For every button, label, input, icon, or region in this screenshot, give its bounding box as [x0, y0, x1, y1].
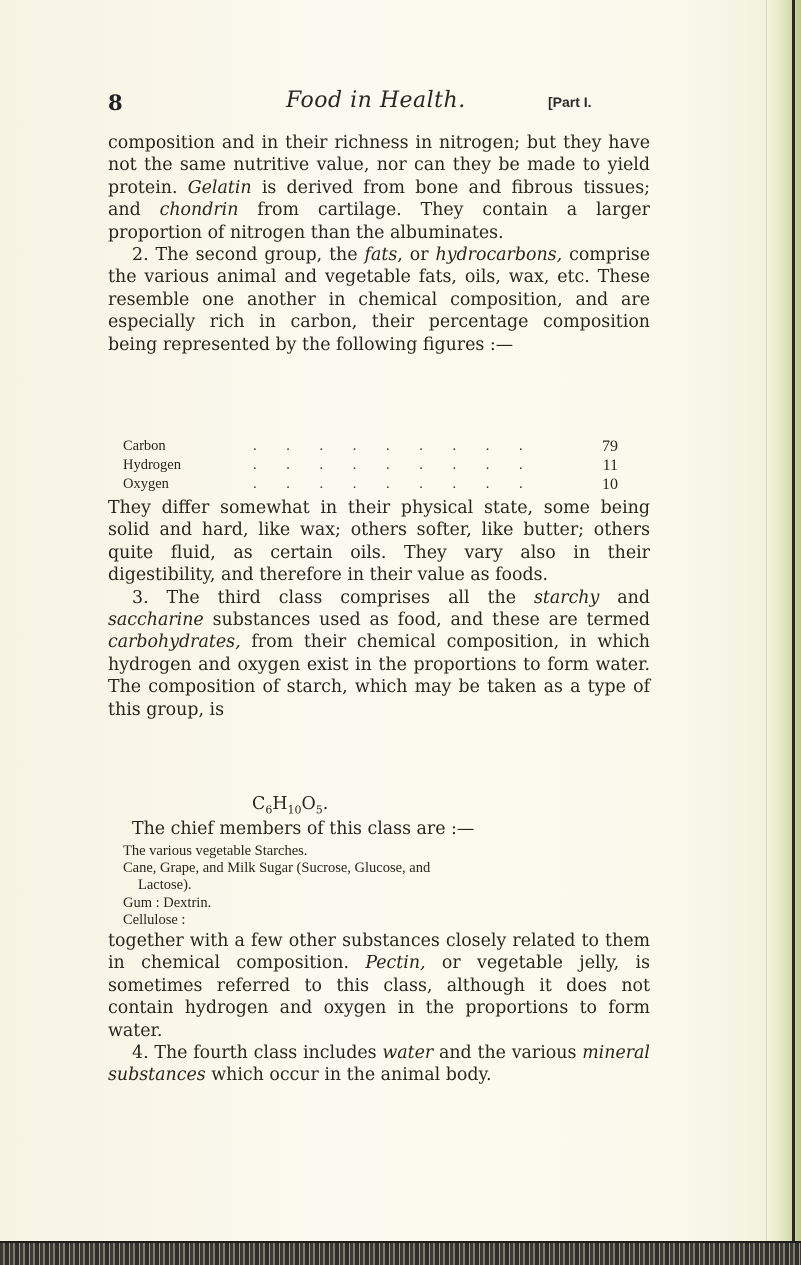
running-header: [108, 90, 608, 120]
paragraph-physical-state: They differ somewhat in their physical state, some being solid and hard, like wax; others softer, like butter; others quite fluid, as certain oils. They vary also in their digestibility, and therefore in their value as foods.: [108, 498, 650, 586]
binding-spine: [792, 0, 795, 1265]
element-value: 10: [602, 476, 618, 493]
list-item: Cellulose :: [123, 911, 186, 928]
text-block-bottom: [108, 930, 650, 1087]
class-members-list: [123, 843, 643, 929]
leader-dots: . . . . . . . . .: [253, 476, 536, 492]
paragraph-fourth-class: 4. The fourth class includes water and the various mineral substances which occur in the animal body.: [108, 1043, 650, 1086]
paragraph-chief-members: The chief members of this class are :—: [132, 819, 475, 839]
starch-formula: $C_6H_{10}O_5$.: [252, 794, 329, 817]
element-value: 79: [602, 438, 618, 455]
leader-dots: . . . . . . . . .: [253, 438, 536, 454]
paragraph-pectin: together with a few other substances closely related to them in chemical composition. Pectin, or vegetable jelly, is sometimes referred to this class, although it does not contain hydrogen and oxygen in the proportions to form water.: [108, 931, 650, 1041]
element-name: Hydrogen: [123, 457, 181, 473]
paragraph-nitrogenous: composition and in their richness in nitrogen; but they have not the same nutritive value, nor can they be made to yield protein. Gelatin is derived from bone and fibrous tissues; and chondrin from cartilage. They contain a larger proportion of nitrogen than the albuminates.: [108, 133, 651, 243]
element-name: Oxygen: [123, 476, 169, 492]
running-title: Food in Health.: [286, 88, 466, 113]
list-item: The various vegetable Starches.: [123, 843, 308, 859]
part-label: [Part I.: [548, 94, 592, 110]
page-number: 8: [108, 90, 123, 115]
table-row: [123, 475, 643, 494]
paragraph-carbohydrates: 3. The third class comprises all the starchy and saccharine substances used as food, and these are termed carbohydrates, from their chemical composition, in which hydrogen and oxygen exist in the proportions to form water. The composition of starch, which may be taken as a type of this group, is: [108, 587, 650, 720]
list-item: Lactose).: [138, 877, 192, 894]
table-row: [123, 456, 643, 475]
text-chief-members: [108, 818, 650, 840]
text-block-top: [108, 132, 650, 356]
table-row: [123, 437, 643, 456]
leader-dots: . . . . . . . . .: [253, 457, 536, 473]
composition-table: [123, 437, 643, 494]
scan-bottom-edge: [0, 1241, 801, 1265]
text-block-middle: [108, 497, 650, 721]
page-edge: [766, 0, 801, 1265]
list-item: Gum : Dextrin.: [123, 894, 212, 911]
list-item: Cane, Grape, and Milk Sugar (Sucrose, Glucose, and: [123, 860, 431, 877]
element-value: 11: [602, 457, 618, 474]
paragraph-fats: 2. The second group, the fats, or hydrocarbons, comprise the various animal and vegetable fats, oils, wax, etc. These resemble one another in chemical composition, and are especially rich in carbon, their percentage composition being represented by the following figures :—: [108, 245, 651, 355]
element-name: Carbon: [123, 438, 166, 454]
